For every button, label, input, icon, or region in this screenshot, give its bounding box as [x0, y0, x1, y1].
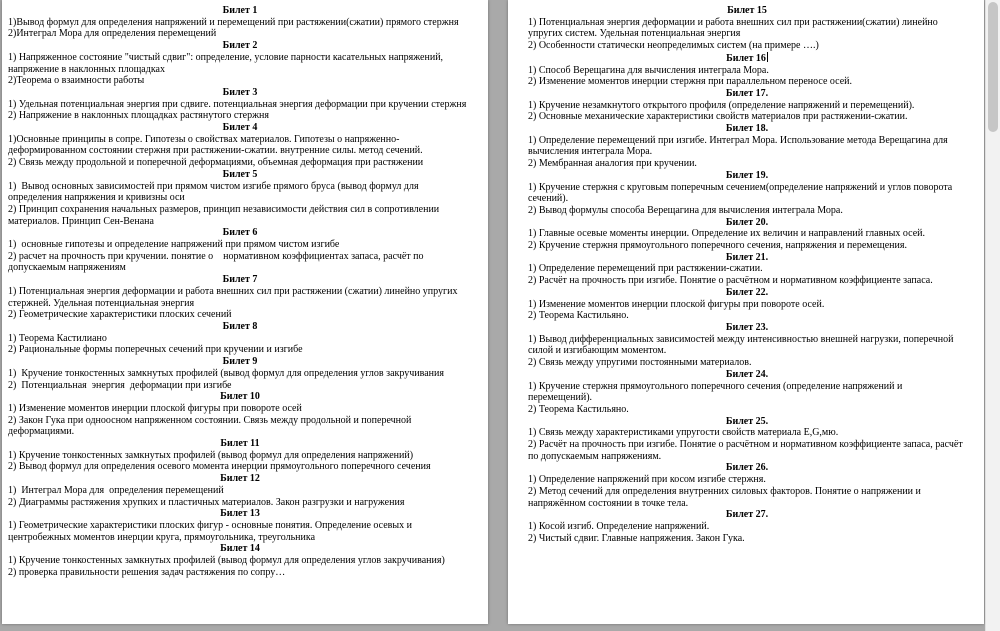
ticket-item[interactable]: 1) Геометрические характеристики плоских фигур - основные понятия. Определение осевых и центробежных моментов инерции круга, прямоугольника, треугольника	[8, 519, 415, 543]
ticket-item[interactable]: 1) Вывод основных зависимостей при прямом чистом изгибе прямого бруса (вывод формул для определения напряжения и кривизны оси	[8, 180, 422, 204]
ticket-item[interactable]: 2) Связь между продольной и поперечной деформациями, объемная деформация при растяжении	[8, 157, 424, 169]
ticket-item[interactable]: 1) Потенциальная энергия деформации и работа внешних сил при растяжении (сжатии) линейно упругих стержней. Удельная потенциальная энергия	[8, 285, 460, 309]
ticket-heading[interactable]: Билет 20.	[725, 216, 769, 228]
ticket-item[interactable]: 2) Напряжение в наклонных площадках растянутого стержня	[8, 110, 269, 122]
ticket-heading[interactable]: Билет 27.	[725, 509, 769, 521]
ticket-heading[interactable]: Билет 22.	[725, 286, 769, 298]
ticket-heading[interactable]: Билет 8	[222, 320, 258, 332]
ticket-heading[interactable]: Билет 2	[222, 40, 258, 52]
ticket-item[interactable]: 1) Изменение моментов инерции плоской фигуры при повороте осей.	[528, 298, 825, 310]
ticket-heading[interactable]: Билет 10	[220, 391, 260, 403]
ticket-item[interactable]: 1) Интеграл Мора для определения перемещений	[8, 484, 224, 496]
ticket-heading[interactable]: Билет 4	[222, 122, 258, 134]
ticket-item[interactable]: 2) Основные механические характеристики свойств материалов при растяжении-сжатии.	[528, 111, 908, 123]
ticket-heading[interactable]: Билет 11	[220, 438, 260, 450]
ticket-heading[interactable]: Билет 21.	[725, 251, 769, 263]
ticket-item[interactable]: 2) Теорема Кастильяно.	[528, 403, 629, 415]
ticket-item[interactable]: 2) Кручение стержня прямоугольного поперечного сечения, напряжения и перемещения.	[528, 240, 907, 252]
ticket-item[interactable]: 2) Особенности статически неопределимых систем (на примере ….)	[528, 40, 819, 52]
ticket-item[interactable]: 1) Определение перемещений при изгибе. Интеграл Мора. Использование метода Верещагина для вычисления интеграла Мора.	[528, 134, 951, 158]
ticket-item[interactable]: 2) Рациональные формы поперечных сечений при кручении и изгибе	[8, 344, 303, 356]
ticket-item[interactable]: 2) Изменение моментов инерции стержня при параллельном переносе осей.	[528, 76, 852, 88]
ticket-heading[interactable]: Билет 6	[222, 227, 258, 239]
ticket-item[interactable]: 1) Определение напряжений при косом изгибе стержня.	[528, 474, 766, 486]
ticket-heading[interactable]: Билет 16	[726, 52, 766, 64]
ticket-item[interactable]: 1) Определение перемещений при растяжении-сжатии.	[528, 263, 763, 275]
ticket-item[interactable]: 2)Теорема о взаимности работы	[8, 75, 145, 87]
ticket-heading[interactable]: Билет 1	[222, 5, 258, 16]
ticket-item[interactable]: 2) Диаграммы растяжения хрупких и пластичных материалов. Закон разгрузки и нагружения	[8, 496, 405, 508]
ticket-item[interactable]: 1) Кручение тонкостенных замкнутых профилей (вывод формул для определения углов закручивания	[8, 367, 444, 379]
ticket-item[interactable]: 1) Связь между характеристиками упругости свойств материала E,G,мю.	[528, 427, 839, 439]
ticket-item[interactable]: 2)Интеграл Мора для определения перемещений	[8, 28, 217, 40]
ticket-item[interactable]: 2) Геометрические характеристики плоских сечений	[8, 309, 232, 321]
ticket-item[interactable]: 2) Теорема Кастильяно.	[528, 310, 629, 322]
ticket-item[interactable]: 2) Вывод формулы способа Верещагина для вычисления интеграла Мора.	[528, 204, 843, 216]
text-cursor	[767, 52, 768, 62]
ticket-item[interactable]: 2) Вывод формул для определения осевого момента инерции прямоугольного поперечного сечения	[8, 461, 431, 473]
ticket-heading[interactable]: Билет 13	[220, 508, 260, 520]
ticket-item[interactable]: 1)Вывод формул для определения напряжений и перемещений при растяжении(сжатии) прямого стержня	[8, 16, 459, 28]
ticket-item[interactable]: 1) Потенциальная энергия деформации и работа внешних сил при растяжении(сжатии) линейно упругих систем. Удельная потенциальная энергия	[528, 16, 941, 40]
ticket-item[interactable]: 1)Основные принципы в сопре. Гипотезы о свойствах материалов. Гипотезы о напряженно-деформированном состоянии стержня при растяжении-сжатии. внутренние силы. метод сечений.	[8, 133, 423, 157]
ticket-item[interactable]: 1) Изменение моментов инерции плоской фигуры при повороте осей	[8, 402, 302, 414]
ticket-item[interactable]: 2) Мембранная аналогия при кручении.	[528, 158, 697, 170]
ticket-heading[interactable]: Билет 18.	[725, 123, 769, 135]
ticket-heading[interactable]: Билет 14	[220, 543, 260, 555]
ticket-heading[interactable]: Билет 23.	[725, 321, 769, 333]
ticket-item[interactable]: 1) Кручение тонкостенных замкнутых профилей (вывод формул для определения напряжений)	[8, 449, 414, 461]
ticket-item[interactable]: 2) Расчёт на прочность при изгибе. Понятие о расчётном и нормативном коэффициенте запаса.	[528, 275, 933, 287]
ticket-item[interactable]: 2) Метод сечений для определения внутренних силовых факторов. Понятие о напряжении и напряжённом состоянии в точке тела.	[528, 485, 924, 509]
ticket-heading[interactable]: Билет 15	[727, 5, 767, 16]
ticket-heading[interactable]: Билет 24.	[725, 368, 769, 380]
ticket-item[interactable]: 2) Закон Гука при одноосном напряженном состоянии. Связь между продольной и поперечной деформациями.	[8, 414, 414, 438]
ticket-item[interactable]: 2) Принцип сохранения начальных размеров, принцип независимости действия сил в сопротивлении материалов. Принцип Сен-Венана	[8, 203, 442, 227]
ticket-item[interactable]: 2) Потенциальная энергия деформации при изгибе	[8, 379, 232, 391]
ticket-item[interactable]: 2) проверка правильности решения задач растяжения по сопру…	[8, 566, 286, 578]
ticket-heading[interactable]: Билет 25.	[725, 415, 769, 427]
ticket-item[interactable]: 2) Связь между упругими постоянными материалов.	[528, 357, 752, 369]
ticket-heading[interactable]: Билет 5	[222, 168, 258, 180]
ticket-item[interactable]: 1) Вывод дифференциальных зависимостей между интенсивностью внешней нагрузки, поперечной силой и изгибающим моментом.	[528, 333, 956, 357]
ticket-heading[interactable]: Билет 9	[222, 356, 258, 368]
page-right[interactable]	[508, 0, 984, 624]
ticket-heading[interactable]: Билет 19.	[725, 169, 769, 181]
ticket-item[interactable]: 1) Кручение незамкнутого открытого профиля (определение напряжений и перемещений).	[528, 99, 915, 111]
ticket-heading[interactable]: Билет 12	[220, 473, 260, 485]
scrollbar-thumb[interactable]	[988, 2, 998, 132]
ticket-item[interactable]: 1) Удельная потенциальная энергия при сдвиге. потенциальная энергия деформации при кручении стержня	[8, 98, 467, 110]
ticket-item[interactable]: 2) Расчёт на прочность при изгибе. Понятие о расчётном и нормативном коэффициенте запаса, расчёт по допускаемым напряжениям.	[528, 439, 966, 462]
ticket-heading[interactable]: Билет 3	[222, 86, 258, 98]
ticket-item[interactable]: 1) Косой изгиб. Определение напряжений.	[528, 520, 710, 532]
ticket-item[interactable]: 1) Кручение стержня прямоугольного поперечного сечения (определение напряжений и перемещений).	[528, 380, 905, 404]
ticket-heading[interactable]: Билет 17.	[725, 87, 769, 99]
ticket-item[interactable]: 1) основные гипотезы и определение напряжений при прямом чистом изгибе	[8, 239, 340, 251]
ticket-heading[interactable]: Билет 26.	[725, 462, 769, 474]
ticket-item[interactable]: 2) расчет на прочность при кручении. понятие о нормативном коэффициентах запаса, расчёт по допускаемым напряжениям	[8, 250, 427, 274]
ticket-item[interactable]: 1) Кручение тонкостенных замкнутых профилей (вывод формул для определения углов закручивания)	[8, 555, 445, 567]
ticket-item[interactable]: 1) Кручение стержня с круговым поперечным сечением(определение напряжений и углов поворота сечений).	[528, 181, 955, 205]
ticket-item[interactable]: 1) Напряженное состояние "чистый сдвиг": определение, условие парности касательных напряжений, напряжение в наклонных площадках	[8, 51, 446, 75]
ticket-item[interactable]: 1) Способ Верещагина для вычисления интеграла Мора.	[528, 64, 769, 76]
page-left[interactable]	[2, 0, 488, 624]
vertical-scrollbar[interactable]	[985, 0, 1000, 631]
ticket-item[interactable]: 2) Чистый сдвиг. Главные напряжения. Закон Гука.	[528, 532, 745, 544]
ticket-item[interactable]: 1) Теорема Кастилиано	[8, 332, 107, 344]
ticket-heading[interactable]: Билет 7	[222, 274, 258, 286]
ticket-item[interactable]: 1) Главные осевые моменты инерции. Определение их величин и направлений главных осей.	[528, 228, 925, 240]
